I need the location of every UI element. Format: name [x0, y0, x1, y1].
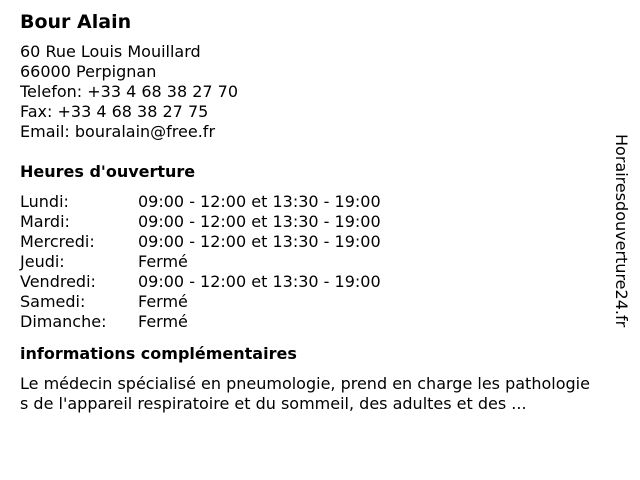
opening-hours-heading: Heures d'ouverture [20, 162, 196, 181]
address-street: 60 Rue Louis Mouillard [20, 42, 201, 61]
fax-number: Fax: +33 4 68 38 27 75 [20, 102, 209, 121]
hours-row [20, 212, 600, 232]
day-label: Mardi: [20, 212, 70, 231]
day-hours: 09:00 - 12:00 et 13:30 - 19:00 [138, 212, 381, 231]
day-label: Lundi: [20, 192, 69, 211]
day-label: Dimanche: [20, 312, 107, 331]
address-city: 66000 Perpignan [20, 62, 157, 81]
day-label: Mercredi: [20, 232, 95, 251]
opening-hours-table [20, 192, 600, 332]
hours-row [20, 192, 600, 212]
day-hours: 09:00 - 12:00 et 13:30 - 19:00 [138, 192, 381, 211]
hours-row [20, 252, 600, 272]
day-hours: Fermé [138, 252, 188, 271]
hours-row [20, 312, 600, 332]
hours-row [20, 272, 600, 292]
hours-row [20, 232, 600, 252]
day-hours: 09:00 - 12:00 et 13:30 - 19:00 [138, 272, 381, 291]
site-watermark: Horairesdouverture24.fr [612, 134, 631, 328]
hours-row [20, 292, 600, 312]
business-name: Bour Alain [20, 11, 132, 33]
day-hours: Fermé [138, 312, 188, 331]
phone-number: Telefon: +33 4 68 38 27 70 [20, 82, 239, 101]
day-hours: 09:00 - 12:00 et 13:30 - 19:00 [138, 232, 381, 251]
day-label: Jeudi: [20, 252, 65, 271]
day-label: Samedi: [20, 292, 86, 311]
day-label: Vendredi: [20, 272, 96, 291]
additional-info-heading: informations complémentaires [20, 344, 297, 363]
business-card [20, 10, 600, 414]
email-address: Email: bouralain@free.fr [20, 122, 216, 141]
additional-info-text: Le médecin spécialisé en pneumologie, prend en charge les pathologies de l'appareil respiratoire et du sommeil, des adultes et des ... [20, 374, 590, 413]
day-hours: Fermé [138, 292, 188, 311]
